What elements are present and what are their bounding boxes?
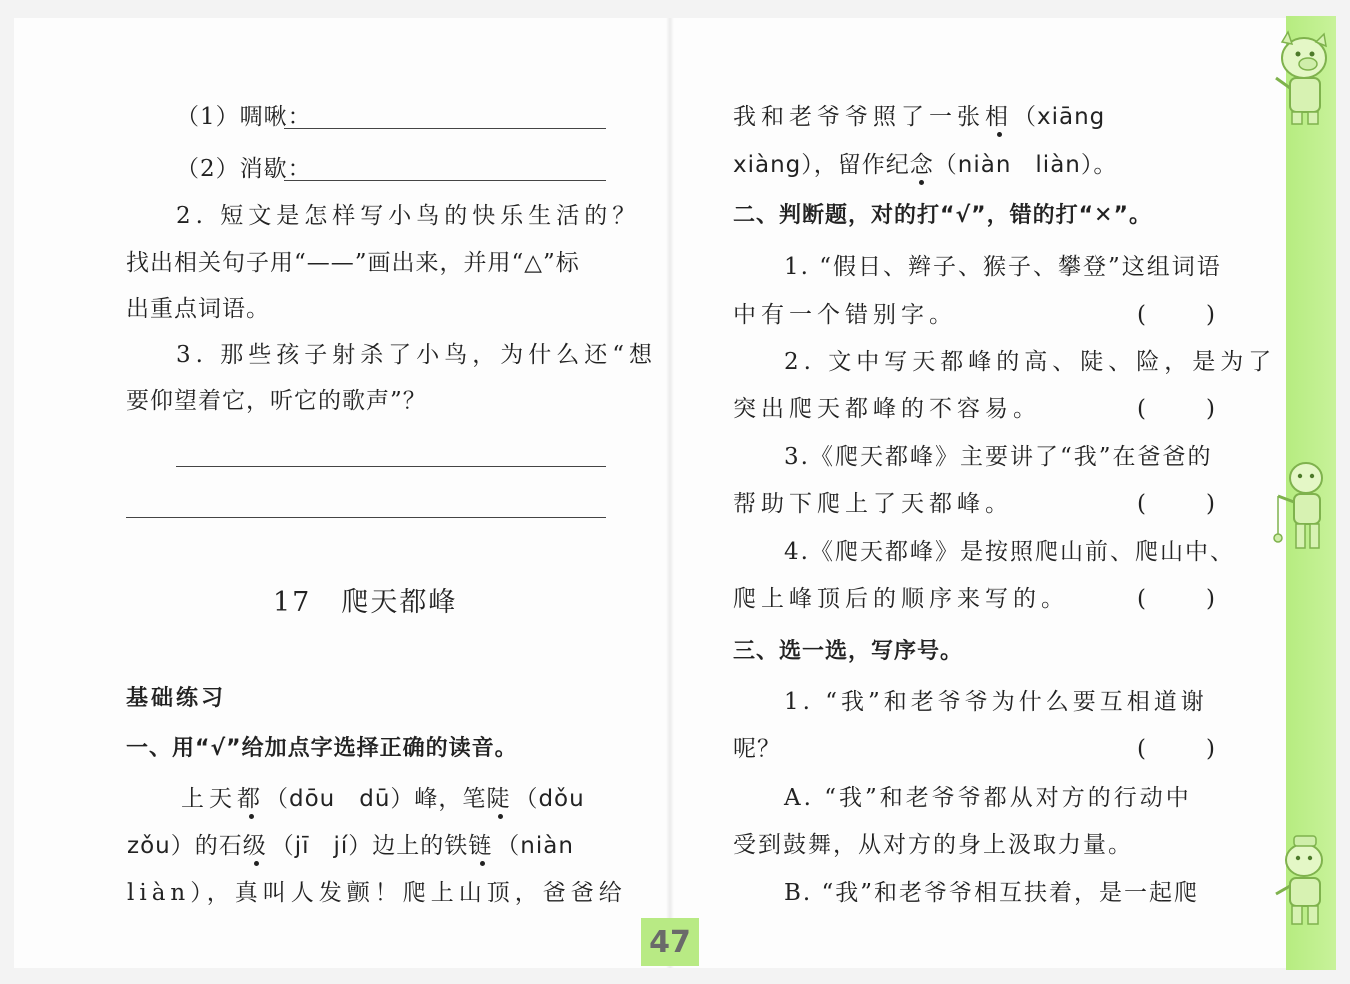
q3-line1: 3. 那些孩子射杀了小鸟，为什么还“想	[176, 342, 658, 368]
section-basic-practice: 基础练习	[126, 686, 227, 711]
q1-item2-label: （2）消歇：	[176, 156, 312, 182]
judge4-line2: 爬上峰顶后的顺序来写的。	[733, 586, 1069, 612]
judge2-line1: 2. 文中写天都峰的高、陡、险，是为了	[784, 349, 1277, 375]
part3-heading: 三、选一选，写序号。	[733, 639, 964, 664]
dotted-char-dou: 都	[237, 786, 265, 812]
judge1-line2: 中有一个错别字。	[733, 302, 957, 328]
dotted-char-xiang: 相	[985, 104, 1013, 130]
lesson-title: 爬天都峰	[341, 587, 458, 618]
r-line1: 我和老爷爷照了一张相（xiāng	[733, 104, 1106, 130]
judge2-line2: 突出爬天都峰的不容易。	[733, 396, 1041, 422]
part2-heading: 二、判断题，对的打“√”，错的打“✕”。	[733, 203, 1152, 228]
part1-line3: liàn），真叫人发颤！爬上山顶，爸爸给	[127, 880, 627, 906]
q3-line2: 要仰望着它，听它的歌声”？	[126, 388, 427, 414]
choice1-line2: 呢？	[733, 736, 781, 762]
q2-line2: 找出相关句子用“——”画出来，并用“△”标	[126, 250, 580, 276]
judge1-line1: 1. “假日、辫子、猴子、攀登”这组词语	[784, 254, 1222, 280]
option-b-line1: B. “我”和老爷爷相互扶着，是一起爬	[784, 880, 1200, 906]
judge1-answer-box[interactable]: ( )	[1137, 302, 1215, 328]
q1-item2-answer-line[interactable]	[284, 180, 606, 181]
judge4-line1: 4.《爬天都峰》是按照爬山前、爬山中、	[784, 539, 1235, 565]
dotted-char-ji: 级	[242, 833, 271, 859]
dotted-char-dou2: 陡	[486, 786, 515, 812]
lesson-number: 17	[273, 587, 312, 618]
judge4-answer-box[interactable]: ( )	[1137, 586, 1215, 612]
option-a-line1: A. “我”和老爷爷都从对方的行动中	[784, 785, 1192, 811]
pig-mascot-icon	[1268, 28, 1338, 128]
monkey-mascot-icon	[1270, 456, 1336, 556]
r-line2: xiàng），留作纪念（niàn liàn）。	[733, 152, 1118, 178]
page-number-badge	[641, 918, 699, 966]
dotted-char-nian: 念	[909, 152, 934, 178]
judge3-line1: 3.《爬天都峰》主要讲了“我”在爸爸的	[784, 444, 1213, 470]
q1-item1-label: （1）啁啾：	[176, 104, 312, 130]
page-number: 47	[649, 924, 691, 960]
part1-heading: 一、用“√”给加点字选择正确的读音。	[126, 736, 518, 761]
judge3-answer-box[interactable]: ( )	[1137, 491, 1215, 517]
option-a-line2: 受到鼓舞，从对方的身上汲取力量。	[733, 832, 1133, 858]
q2-line1: 2. 短文是怎样写小鸟的快乐生活的？	[176, 203, 641, 229]
left-page	[14, 18, 669, 968]
part1-line1: 上天都（dōu dū）峰，笔陡（dǒu	[181, 786, 585, 812]
q3-answer-line-1[interactable]	[176, 466, 606, 467]
choice1-answer-box[interactable]: ( )	[1137, 736, 1215, 762]
part1-line2: zǒu）的石级（jī jí）边上的铁链（niàn	[127, 833, 574, 859]
book-gutter	[666, 18, 674, 968]
dotted-char-lian: 链	[468, 833, 497, 859]
dog-mascot-icon	[1270, 830, 1336, 930]
q1-item1-answer-line[interactable]	[284, 128, 606, 129]
q3-answer-line-2[interactable]	[126, 517, 606, 518]
choice1-line1: 1. “我”和老爷爷为什么要互相道谢	[784, 689, 1208, 715]
lesson-heading	[273, 580, 457, 619]
judge3-line2: 帮助下爬上了天都峰。	[733, 491, 1013, 517]
q2-line3: 出重点词语。	[126, 296, 270, 322]
judge2-answer-box[interactable]: ( )	[1137, 396, 1215, 422]
